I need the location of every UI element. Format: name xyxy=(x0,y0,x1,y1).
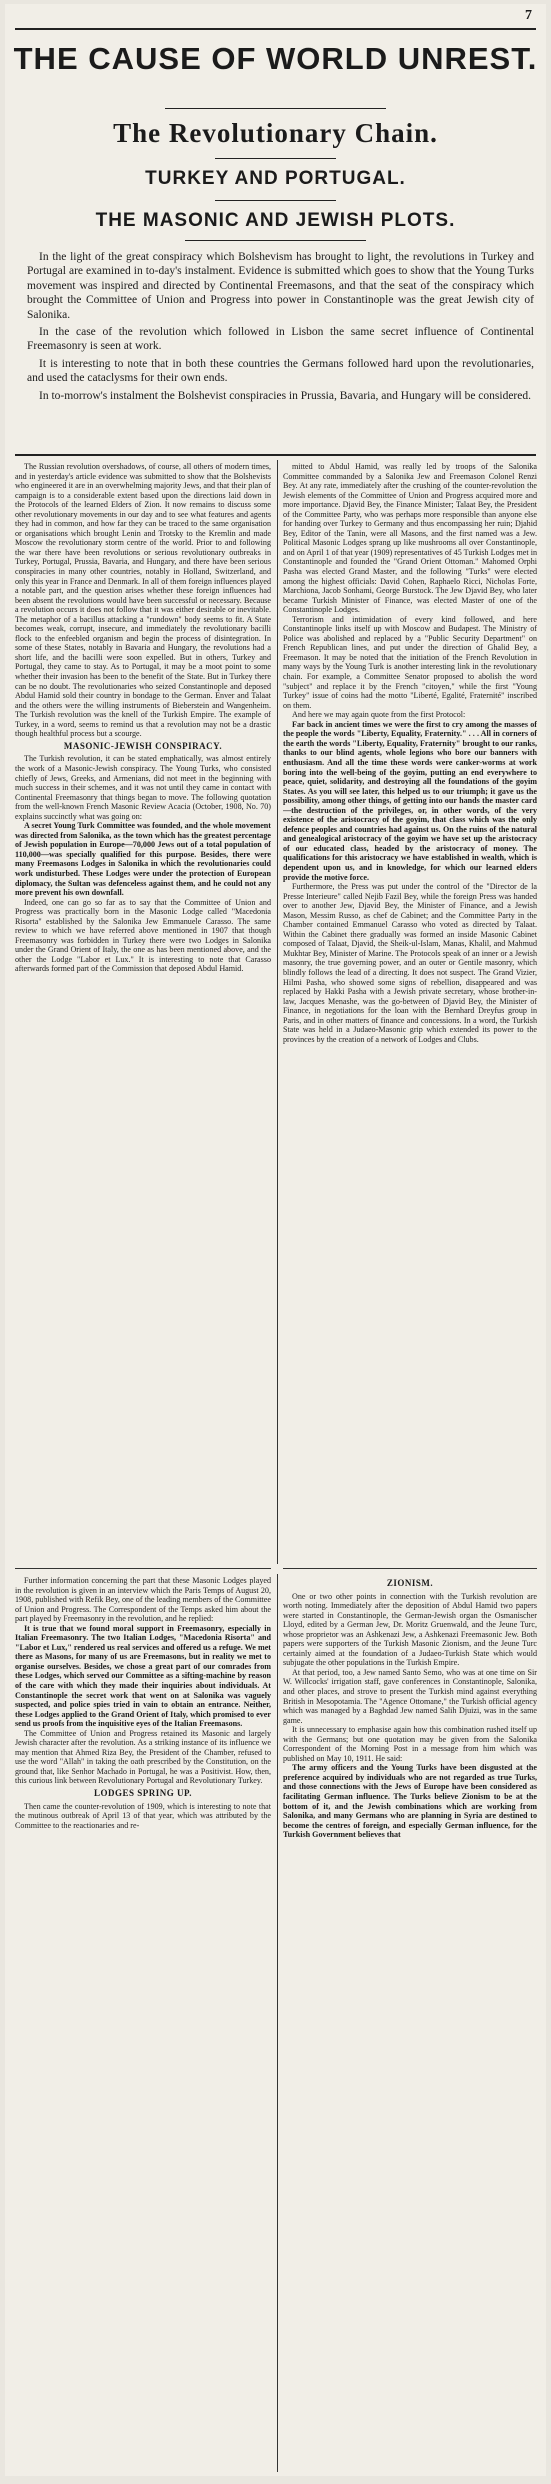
article-para: At that period, too, a Jew named Santo Semo, who was at one time on Sir W. Willcocks' irrigation staff, gave conferences in Constantinople, Salonika, and other places, and strove to present the Turkish mind against everything British in Mesopotamia. The "Agence Ottomane," the Turkish official agency which was managed by a Baghdad Jew named Salih Djuizi, was in the same game. xyxy=(283,1667,537,1725)
article-para: mitted to Abdul Hamid, was really led by troops of the Salonika Committee commanded by a Salonika Jew and Freemason Colonel Renzi Bey. At any rate, immediately after the crushing of the counter-revolution the Jewish elements of the Committee of Union and Progress acquired more and more importance. Djavid Bey, the Finance Minister; Talaat Bey, the President of the Committee Party, who was perhaps more responsible than anyone else for handing over Turkey to Germany and thus encompassing her ruin; Djahid Bey, Editor of the Tanin, were all Masons, and the first named was a Jew. Political Masonic Lodges sprang up like mushrooms all over Constantinople, and on April 1 of that year (1909) representatives of 45 Turkish Lodges met in Constantinople and founded the "Grand Orient Ottoman." Mahomed Orphi Pasha was elected Grand Master, and the following "Turks" were elected among the highest officials: David Cohen, Raphaelo Ricci, Nicholas Forte, Marchiona, Jacob Sonhami, George Burstock. The Jew Djavid Bey, who later became Turkish Minister of Finance, was elected Master of one of the Constantinople Lodges. xyxy=(283,462,537,615)
column-left-lower xyxy=(15,1576,271,2470)
divider-1 xyxy=(165,108,386,109)
top-rule xyxy=(15,28,536,30)
column-separator-lower xyxy=(277,1574,278,2472)
plots-headline: THE MASONIC AND JEWISH PLOTS. xyxy=(95,210,456,231)
quote-acacia: A secret Young Turk Committee was founded, and the whole movement was directed from Salonika, as the town which has the greatest percentage of Jewish population in Europe—70,000 Jews out of a total population of 110,000—was specially qualified for this purpose. Besides, there were many Freemasons Lodges in Salonika in which the revolutionaries could work undisturbed. These Lodges were under the protection of European diplomacy, the Sultan was defenceless against them, and he could not any more prevent his own downfall. xyxy=(15,821,271,898)
summary-para: In to-morrow's instalment the Bolshevist conspiracies in Prussia, Bavaria, and Hungary will be considered. xyxy=(39,389,531,402)
article-para: One or two other points in connection with the Turkish revolution are worth noting. Immediately after the deposition of Abdul Hamid two papers were started in Constantinople, the German-Jewish organ the Osmanischer Lloyd, edited by a German Jew, Dr. Moritz Gruenwald, and the Jeune Turc, whose proprietor was an Ashkenazi Jew, a Ashkenazi Freemasonic Jew. Both papers were supporters of the Turkish Masonic Zionism, and the Jeune Turc certainly aimed at the foundation of a Judaeo-Turkish State which would subjugate the other populations in the Turkish Empire. xyxy=(283,1591,537,1668)
subhead-zionism: ZIONISM. xyxy=(386,1578,434,1588)
article-para: The Turkish revolution, it can be stated emphatically, was almost entirely the work of a Masonic-Jewish conspiracy. The Young Turks, who consisted chiefly of Jews, Greeks, and Armenians, did not meet in the beginning with much success in their schemes, and it was not until they came in contact with Continental Freemasonry that things began to move. The following quotation from the well-known French Masonic Review Acacia (October, 1908, No. 70) explains succinctly what was going on: xyxy=(15,754,271,821)
article-para: The Committee of Union and Progress retained its Masonic and largely Jewish character after the revolution. As a striking instance of its influence we may mention that Ahmed Riza Bey, the President of the Chamber, refused to use the word "Allah" in taking the oath prescribed by the Constitution, on the ground that, like Senhor Machado in Portugal, he was a Positivist. How, then, this curious link between Revolutionary Portugal and Revolutionary Turkey. xyxy=(15,1728,271,1786)
quote-morning-post: The army officers and the Young Turks have been disgusted at the preference acquired by individuals who are not regarded as true Turks, and those connections with the Jews of Europe have been considered as facilitating German influence. The Turks believe Zionism to be at the bottom of it, and the Jewish combinations which are working from Salonika, and many Germans who are planning in Syria are destined to become the centres of foreign, and especially German influence, for the Turkish Government believes that xyxy=(283,1763,537,1840)
newspaper-page xyxy=(5,4,546,2476)
column-separator xyxy=(277,460,278,1564)
article-para: And here we may again quote from the first Protocol: xyxy=(292,710,466,720)
article-para: The Russian revolution overshadows, of course, all others of modern times, and in yesterday's article evidence was submitted to show that the Bolshevists who engineered it are in an overwhelming majority Jews, and that their plan of campaign is to a considerable extent based upon the directions laid down in the Protocols of the learned Elders of Zion. It now remains to discuss some other revolutionary movements in our day and to see what features and agents they had in common, and how far they can be traced to the same organisation or organisations which brought Lenin and Trotsky to the Kremlin and made Moscow the revolutionary storm centre of the world. Prior to and following the war there have been revolutions or serious revolutionary outbreaks in Turkey, Portugal, Prussia, Bavaria, and Hungary, and there have been serious conspiracies in many other countries, notably in Holland, Switzerland, and only this year in France and Denmark. In all of them foreign influences played a notable part, and the question arises whether these foreign influences had been absent the revolutions would have been successful or necessary. Because a revolution occurs it does not follow that it was either desirable or inevitable. The metaphor of a bacillus attacking a "rundown" body seems to fit. A State becomes weak, corrupt, insecure, and immediately the revolutionary bacilli flock to the enfeebled organism and begin the process of disintegration. In some of these States, notably in Bavaria and Hungary, the revolutions had a short life, and the bacilli were soon expelled. But in others, Turkey and Portugal, they came to stay. As to Portugal, it may be a moot point to some whether their invasion has been to the benefit of the State. But in Turkey there can be no doubt. The revolutionaries who seized Constantinople and deposed Abdul Hamid sold their country in bondage to the German. Enver and Talaat and the others were the willing instruments of Bieberstein and Wangenheim. The Turkish revolution was the knell of the Turkish Empire. The example of Turkey, in a word, seems to remind us that a revolution may not be a drastic though healthful process but a scourge. xyxy=(15,462,271,739)
quote-protocol: Far back in ancient times we were the first to cry among the masses of the people the words "Liberty, Equality, Fraternity." . . . All in corners of the earth the words "Liberty, Equality, Fraternity" brought to our ranks, thanks to our blind agents, whole legions who bore our banners with enthusiasm. And all the time these words were canker-worms at work boring into the well-being of the goyim, putting an end everywhere to peace, quiet, solidarity, and destroying all the foundations of the goyim States. As you will see later, this helped us to our triumph; it gave us the possibility, among other things, of getting into our hands the master card—the destruction of the privileges, or, in other words, of the very existence of the aristocracy of the goyim, that class which was the only defence peoples and countries had against us. On the ruins of the natural and genealogical aristocracy of the goyim we have set up the aristocracy of our educated class, headed by the aristocracy of money. The qualifications for this aristocracy we have established in wealth, which is dependent upon us, and in knowledge, for which our learned elders provide the motive force. xyxy=(283,719,537,882)
summary-block xyxy=(27,250,534,406)
countries-headline: TURKEY AND PORTUGAL. xyxy=(145,168,406,189)
column-left-upper xyxy=(15,462,271,1562)
summary-para: In the light of the great conspiracy which Bolshevism has brought to light, the revolutions in Turkey and Portugal are examined in to-day's instalment. Evidence is submitted which goes to show that the Young Turks movement was inspired and directed by Continental Freemasons, and that the seat of the conspiracy which brought the Committee of Union and Progress into power in Constantinople was the great Jewish city of Salonika. xyxy=(27,251,534,321)
divider-3 xyxy=(215,200,336,201)
main-headline: THE CAUSE OF WORLD UNREST. xyxy=(13,41,538,76)
right-break-rule xyxy=(283,1568,537,1569)
page-number: 7 xyxy=(525,8,532,23)
column-right-upper xyxy=(283,462,537,1562)
column-right-lower xyxy=(283,1576,537,2470)
summary-para: In the case of the revolution which followed in Lisbon the same secret influence of Continental Freemasonry is seen at work. xyxy=(27,326,534,353)
article-para: Further information concerning the part that these Masonic Lodges played in the revolution is given in an interview which the Paris Temps of August 20, 1908, published with Refik Bey, one of the leading members of the Committee of Union and Progress. The Correspondent of the Temps asked him about the part played by Freemasonry in the revolution, and he replied: xyxy=(15,1576,271,1624)
article-para: Terrorism and intimidation of every kind followed, and here Constantinople links itself up with Moscow and Budapest. The Ministry of Police was abolished and replaced by a "Public Security Department" on French Republican lines, and put under the direction of Ghalid Bey, a Freemason. It may be noted that the initiation of the French Revolution in many ways by the Young Turk is another interesting link in the revolutionary chain. For example, a Committee Senator proposed to abolish the word "subject" and replace it by the French "citoyen," while the first "Young Turkey" issue of coins had the motto "Liberté, Egalité, Fraternité" inscribed on them. xyxy=(283,614,537,710)
chain-headline: The Revolutionary Chain. xyxy=(113,118,438,148)
article-para: Then came the counter-revolution of 1909, which is interesting to note that the mutinous outbreak of April 13 of that year, which was attributed by the Committee to the reactionaries and re- xyxy=(15,1801,271,1830)
left-break-rule xyxy=(15,1568,271,1569)
summary-bottom-rule xyxy=(15,454,536,456)
article-para: Indeed, one can go so far as to say that the Committee of Union and Progress was practically born in the Masonic Lodge called "Macedonia Risorta" established by the Salonika Jew Emmanuele Carasso. The same review to which we have referred above mentioned in 1907 that though Freemasonry was forbidden in Turkey there were two Lodges in Salonika under the Grand Orient of Italy, the one as has been mentioned above, and the other the Lodge "Labor et Lux." It is interesting to note that Carasso afterwards formed part of the Commission that deposed Abdul Hamid. xyxy=(15,897,271,974)
quote-refik: It is true that we found moral support in Freemasonry, especially in Italian Freemasonry. The two Italian Lodges, "Macedonia Risorta" and "Labor et Lux," rendered us real services and offered us a refuge. We met there as Masons, for many of us are Freemasons, but in reality we met to organise ourselves. Besides, we chose a great part of our comrades from these Lodges, which served our Committee as a sifting-machine by reason of the care with which they made their inquiries about individuals. At Constantinople the secret work that went on at Salonika was vaguely suspected, and police spies tried in vain to obtain an entrance. Neither, these Lodges applied to the Grand Orient of Italy, which promised to ever send us proofs from the inquisitive eyes of the Italian Freemasons. xyxy=(15,1623,271,1729)
summary-para: It is interesting to note that in both these countries the Germans followed hard upon the revolutionaries, and used the cataclysms for their own ends. xyxy=(27,357,534,385)
divider-4 xyxy=(185,240,366,241)
divider-2 xyxy=(215,158,336,159)
subhead-lodges: LODGES SPRING UP. xyxy=(94,1788,192,1799)
article-para: It is unnecessary to emphasise again how this combination rushed itself up with the Germans; but one quotation may be given from the Salonika Correspondent of the Morning Post in a message from him which was published on May 10, 1911. He said: xyxy=(283,1725,537,1763)
article-para: Furthermore, the Press was put under the control of the "Director de la Presse Interieure" called Nejib Fazil Bey, while the foreign Press was handed over to another Jew, Djavid Bey, the Minister of Finance, and a Jewish Mason, Messim Russo, as chef de Cabinet; and the Committee Party in the Chamber contained Emmanuel Carasso who voted as directed by Talaat. Within the Cabinet there gradually was formed an inside Masonic Cabinet composed of Talaat, Djavid, the Sheik-ul-Islam, Manas, Khalil, and Mahmud Mukhtar Bey, Minister of Marine. The Protocols speak of an inner or a Jewish masonry, the true governing power, and an outer or Gentile masonry, which blindly follows the lead of a directing. It does not suspect. The Grand Vizier, Hilmi Pasha, who showed some signs of rebellion, disappeared and was replaced by Hakki Pasha with a Jewish private secretary, whose brother-in-law, Jacques Menashe, was the go-between of Djavid Bey, the Minister of Finance, in negotiations for the loan with the Bernhard Dreyfus group in Paris, and in other matters of finance and concessions. In a word, the Turkish State was held in a Judaeo-Masonic grip which extended its power to the provinces by the creation of a network of Lodges and Clubs. xyxy=(283,882,537,1044)
subhead-masonic: MASONIC-JEWISH CONSPIRACY. xyxy=(63,740,223,751)
